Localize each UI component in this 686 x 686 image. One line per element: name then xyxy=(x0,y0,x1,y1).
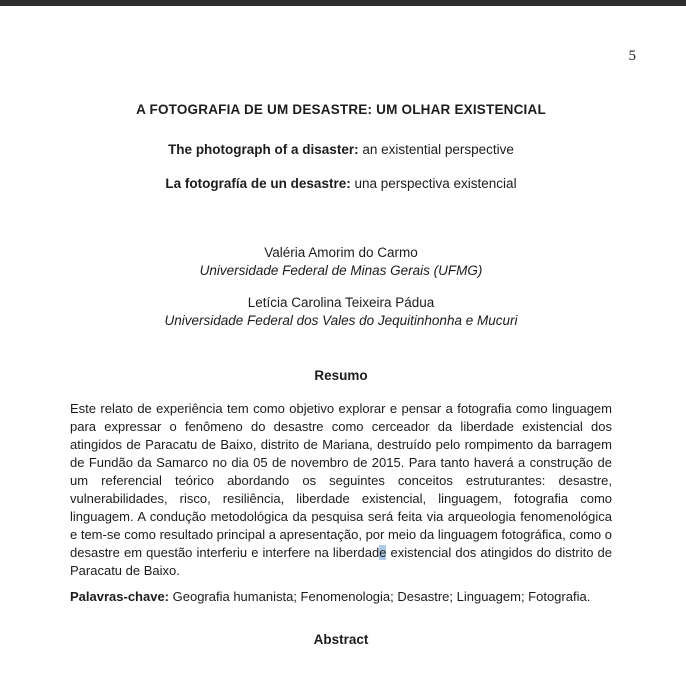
paper-title: A FOTOGRAFIA DE UM DESASTRE: UM OLHAR EXISTENCIAL xyxy=(136,102,546,117)
abstract-text-before-selection: Este relato de experiência tem como objetivo explorar e pensar a fotografia como linguagem para expressar o fenômeno do desastre como cerceador da liberdade existencial dos atingidos de Paracatu de Baixo, distrito de Mariana, destruído pelo rompimento da barragem de Fundão da Samarco no dia 05 de novembro de 2015. Para tanto haverá a construção de um referencial teórico abordando os seguintes conceitos estruturantes: desastre, vulnerabilidades, risco, resiliência, liberdade existencial, linguagem, fotografia como linguagem. A condução metodológica da pesquisa será feita via arqueologia fenomenológica e tem-se como resultado principal a apresentação, por meio da linguagem fotográfica, como o desastre em questão interferiu e interfere na liberdad xyxy=(70,401,612,560)
abstract-text-after-selection: existencial dos atingidos do distrito de Paracatu de Baixo. xyxy=(70,545,612,578)
page-content xyxy=(70,6,612,648)
resumo-heading: Resumo xyxy=(314,368,368,383)
subtitle-english-bold: The photograph of a disaster: xyxy=(168,142,359,157)
document-page[interactable] xyxy=(0,6,686,686)
author-block xyxy=(70,294,612,330)
author-name: Letícia Carolina Teixeira Pádua xyxy=(247,295,435,310)
subtitle-english xyxy=(70,142,612,158)
subtitle-english-rest: an existential perspective xyxy=(358,142,514,157)
subtitle-spanish xyxy=(70,176,612,192)
abstract-paragraph-pt[interactable] xyxy=(70,400,612,580)
author-name: Valéria Amorim do Carmo xyxy=(264,245,418,260)
subtitle-spanish-rest: una perspectiva existencial xyxy=(350,176,517,191)
abstract-heading: Abstract xyxy=(313,632,369,647)
subtitle-spanish-bold: La fotografía de un desastre: xyxy=(165,176,351,191)
author-affiliation: Universidade Federal de Minas Gerais (UFMG) xyxy=(199,263,483,278)
page-number: 5 xyxy=(628,48,636,64)
keywords-label: Palavras-chave: xyxy=(70,589,170,604)
selected-text[interactable]: e xyxy=(379,545,387,560)
author-affiliation: Universidade Federal dos Vales do Jequitinhonha e Mucuri xyxy=(164,313,518,328)
keywords-text: Geografia humanista; Fenomenologia; Desastre; Linguagem; Fotografia. xyxy=(169,589,591,604)
keywords-line xyxy=(70,588,612,606)
author-block xyxy=(70,244,612,280)
